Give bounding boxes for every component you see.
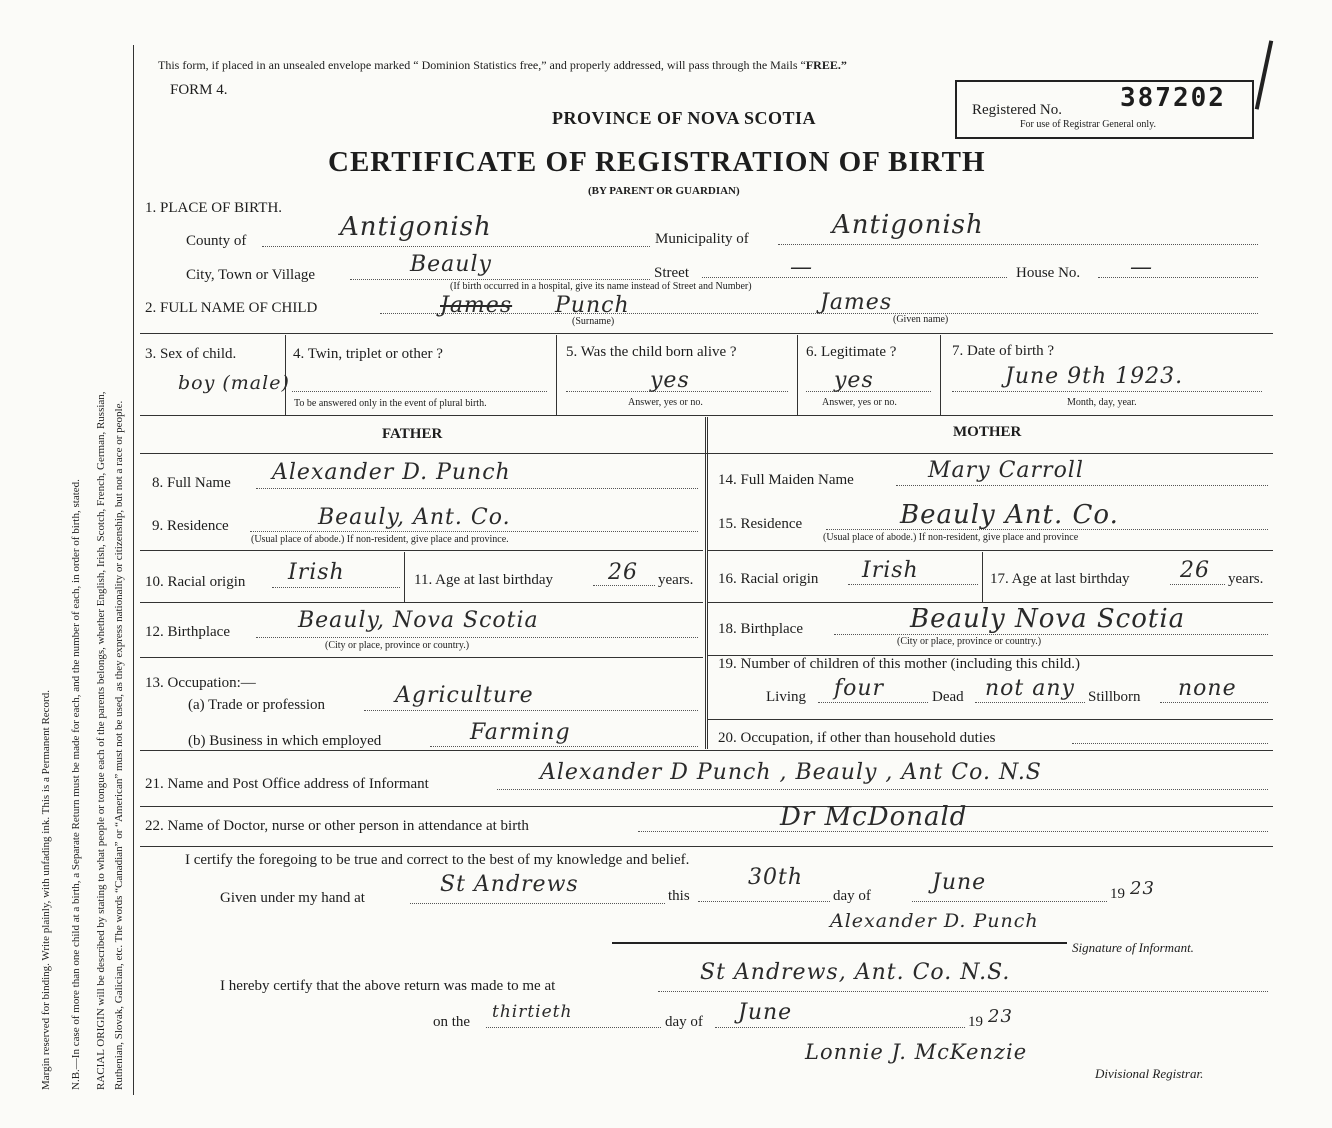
signature-line	[612, 942, 1067, 944]
father-age-label: 11. Age at last birthday	[414, 572, 553, 588]
dead-value: not any	[985, 676, 1075, 701]
rule	[140, 602, 703, 603]
informant-label: 21. Name and Post Office address of Informant	[145, 776, 429, 792]
mother-name-value: Mary Carroll	[928, 458, 1084, 483]
father-bp-line	[256, 637, 698, 638]
house-label: House No.	[1016, 265, 1081, 281]
parents-divider	[705, 417, 708, 749]
margin-note-4: Ruthenian, Slovak, Galician, etc. The words “Canadian” or “American” must not be used, as they express nationality or citizenship, but not a race or people.	[113, 400, 125, 1090]
registrar-place-value: St Andrews, Ant. Co. N.S.	[700, 960, 1011, 985]
mother-name-label: 14. Full Maiden Name	[718, 472, 854, 488]
certify-statement: I certify the foregoing to be true and correct to the best of my knowledge and belief.	[185, 852, 690, 868]
divider	[940, 335, 941, 415]
mother-res-label: 15. Residence	[718, 516, 803, 532]
business-label: (b) Business in which employed	[188, 733, 382, 749]
city-label: City, Town or Village	[186, 267, 316, 283]
divider	[404, 552, 405, 602]
father-age-value: 26	[608, 560, 638, 585]
street-label: Street	[654, 265, 689, 281]
business-line	[430, 746, 698, 747]
signature-caption: Signature of Informant.	[1072, 940, 1194, 955]
father-name-label: 8. Full Name	[152, 475, 231, 491]
children-label: 19. Number of children of this mother (including this child.)	[718, 656, 1081, 672]
mother-heading: MOTHER	[953, 424, 1022, 440]
reg-day-of-label: day of	[665, 1014, 703, 1030]
legit-value: yes	[834, 368, 874, 393]
rule	[140, 550, 703, 551]
mother-race-line	[848, 584, 978, 585]
reg-number: 387202	[1120, 83, 1226, 113]
year-prefix: 19	[1110, 886, 1125, 902]
rule	[140, 806, 1273, 807]
reg-label: Registered No.	[972, 102, 1062, 118]
father-bp-caption: (City or place, province or country.)	[325, 640, 470, 651]
mother-age-line	[1170, 584, 1225, 585]
father-age-unit: years.	[658, 572, 694, 588]
mother-age-value: 26	[1180, 558, 1210, 583]
living-label: Living	[766, 689, 806, 705]
father-race-label: 10. Racial origin	[145, 574, 246, 590]
dob-caption: Month, day, year.	[1067, 397, 1137, 408]
business-value: Farming	[470, 720, 571, 745]
living-line	[818, 702, 928, 703]
twin-line	[292, 391, 547, 392]
given-place-value: St Andrews	[440, 872, 579, 897]
legit-label: 6. Legitimate ?	[806, 344, 897, 360]
father-res-line	[250, 531, 698, 532]
father-age-line	[593, 585, 655, 586]
mother-race-label: 16. Racial origin	[718, 571, 819, 587]
county-label: County of	[186, 233, 247, 249]
father-bp-label: 12. Birthplace	[145, 624, 230, 640]
rule-parents-bottom	[140, 750, 1273, 751]
mother-bp-value: Beauly Nova Scotia	[910, 604, 1186, 634]
mother-res-value: Beauly Ant. Co.	[900, 500, 1119, 530]
sex-label: 3. Sex of child.	[145, 346, 237, 362]
given-label: Given under my hand at	[220, 890, 365, 906]
father-res-label: 9. Residence	[152, 518, 229, 534]
registrar-statement: I hereby certify that the above return was made to me at	[220, 978, 556, 994]
margin-rule	[133, 45, 134, 1095]
doctor-value: Dr McDonald	[780, 802, 968, 832]
father-res-caption: (Usual place of abode.) If non-resident, give place and province.	[251, 534, 509, 545]
trade-line	[364, 710, 698, 711]
mother-race-value: Irish	[862, 558, 919, 583]
father-heading: FATHER	[382, 426, 443, 442]
father-name-line	[256, 488, 698, 489]
child-name-label: 2. FULL NAME OF CHILD	[145, 300, 318, 316]
given-line	[410, 903, 665, 904]
registrar-place-line	[658, 991, 1268, 992]
form-number: FORM 4.	[170, 82, 228, 98]
mother-bp-caption: (City or place, province or country.)	[897, 636, 1042, 647]
given-name-caption: (Given name)	[893, 314, 949, 325]
reg-day-value: thirtieth	[492, 1002, 573, 1022]
month-line	[912, 901, 1107, 902]
house-value: —	[1130, 255, 1153, 280]
divider	[982, 552, 983, 602]
surname-caption: (Surname)	[572, 316, 615, 327]
check-mark	[1255, 40, 1273, 109]
county-line	[262, 246, 650, 247]
father-bp-value: Beauly, Nova Scotia	[298, 608, 539, 633]
rule-parents-top	[140, 415, 1273, 416]
mother-age-label: 17. Age at last birthday	[990, 571, 1130, 587]
on-the-label: on the	[433, 1014, 471, 1030]
year-value: 23	[1130, 878, 1155, 899]
living-value: four	[834, 676, 885, 701]
mother-bp-label: 18. Birthplace	[718, 621, 803, 637]
mother-age-unit: years.	[1228, 571, 1264, 587]
informant-line	[497, 789, 1268, 790]
city-line	[350, 279, 650, 280]
dead-line	[975, 702, 1085, 703]
reg-month-line	[715, 1027, 965, 1028]
reg-year-value: 23	[988, 1006, 1013, 1027]
father-res-value: Beauly, Ant. Co.	[318, 505, 511, 530]
alive-label: 5. Was the child born alive ?	[566, 344, 737, 360]
informant-signature: Alexander D. Punch	[830, 910, 1039, 932]
dob-line	[952, 391, 1262, 392]
twin-note: To be answered only in the event of plural birth.	[294, 398, 487, 409]
certificate-subtitle: (BY PARENT OR GUARDIAN)	[588, 185, 740, 197]
father-name-value: Alexander D. Punch	[272, 460, 511, 485]
day-line	[698, 901, 830, 902]
rule	[708, 719, 1273, 720]
informant-value: Alexander D Punch , Beauly , Ant Co. N.S	[540, 760, 1042, 785]
margin-note-2: N.B.—In case of more than one child at a birth, a Separate Return must be made for each, and the number of each, in order of birth, stated.	[70, 479, 82, 1090]
city-value: Beauly	[410, 252, 492, 277]
mother-name-line	[896, 485, 1268, 486]
divider	[556, 335, 557, 415]
reg-day-line	[486, 1027, 661, 1028]
this-label: this	[668, 888, 690, 904]
county-value: Antigonish	[340, 212, 492, 242]
alive-value: yes	[650, 368, 690, 393]
province-heading: PROVINCE OF NOVA SCOTIA	[552, 108, 817, 128]
rule-row3-top	[140, 333, 1273, 334]
surname-value: Punch	[555, 293, 630, 318]
rule	[708, 550, 1273, 551]
divider	[797, 335, 798, 415]
father-occ-label: 13. Occupation:—	[145, 675, 256, 691]
certificate-title: CERTIFICATE OF REGISTRATION OF BIRTH	[328, 146, 986, 178]
registrar-caption: Divisional Registrar.	[1095, 1066, 1204, 1081]
place-heading: 1. PLACE OF BIRTH.	[145, 200, 283, 216]
dob-label: 7. Date of birth ?	[952, 343, 1055, 359]
father-race-line	[272, 587, 400, 588]
dead-label: Dead	[932, 689, 964, 705]
municipality-value: Antigonish	[832, 210, 984, 240]
mail-note: This form, if placed in an unsealed envelope marked “ Dominion Statistics free,” and properly addressed, will pass through the Mails “FREE.”	[158, 58, 847, 72]
stillborn-label: Stillborn	[1088, 689, 1141, 705]
street-line	[702, 277, 1007, 278]
registrar-signature: Lonnie J. McKenzie	[805, 1040, 1028, 1064]
hospital-note: (If birth occurred in a hospital, give its name instead of Street and Number)	[450, 281, 752, 292]
trade-label: (a) Trade or profession	[188, 697, 326, 713]
rule-parents-header	[140, 453, 1273, 454]
reg-year-prefix: 19	[968, 1014, 983, 1030]
day-value: 30th	[748, 865, 804, 890]
margin-note-3: RACIAL ORIGIN will be described by stating to what people or tongue each of the parents belongs, whether English, Irish, Scotch, French, German, Russian,	[95, 391, 107, 1090]
rule	[708, 602, 1273, 603]
street-value: —	[790, 255, 813, 280]
father-race-value: Irish	[288, 560, 345, 585]
reg-month-value: June	[738, 1000, 793, 1025]
mother-occ-line	[1072, 743, 1268, 744]
municipality-line	[778, 244, 1258, 245]
month-value: June	[932, 870, 987, 895]
stillborn-value: none	[1178, 676, 1237, 701]
doctor-label: 22. Name of Doctor, nurse or other person in attendance at birth	[145, 818, 529, 834]
twin-label: 4. Twin, triplet or other ?	[293, 346, 443, 362]
mother-occ-label: 20. Occupation, if other than household duties	[718, 730, 996, 746]
surname-struck: James	[440, 293, 513, 318]
reg-note: For use of Registrar General only.	[1020, 119, 1156, 130]
stillborn-line	[1160, 702, 1268, 703]
rule-certify-top	[140, 846, 1273, 847]
mother-bp-line	[834, 634, 1268, 635]
given-name-value: James	[820, 290, 893, 315]
trade-value: Agriculture	[395, 683, 534, 708]
house-line	[1098, 277, 1258, 278]
day-of-label: day of	[833, 888, 871, 904]
sex-value: boy (male)	[178, 372, 290, 394]
dob-value: June 9th 1923.	[1005, 364, 1184, 389]
rule	[140, 657, 703, 658]
municipality-label: Municipality of	[655, 231, 749, 247]
margin-note-1: Margin reserved for binding. Write plainly, with unfading ink. This is a Permanent Record.	[40, 690, 52, 1090]
mother-res-caption: (Usual place of abode.) If non-resident, give place and province	[823, 532, 1079, 543]
legit-caption: Answer, yes or no.	[822, 397, 897, 408]
alive-caption: Answer, yes or no.	[628, 397, 703, 408]
